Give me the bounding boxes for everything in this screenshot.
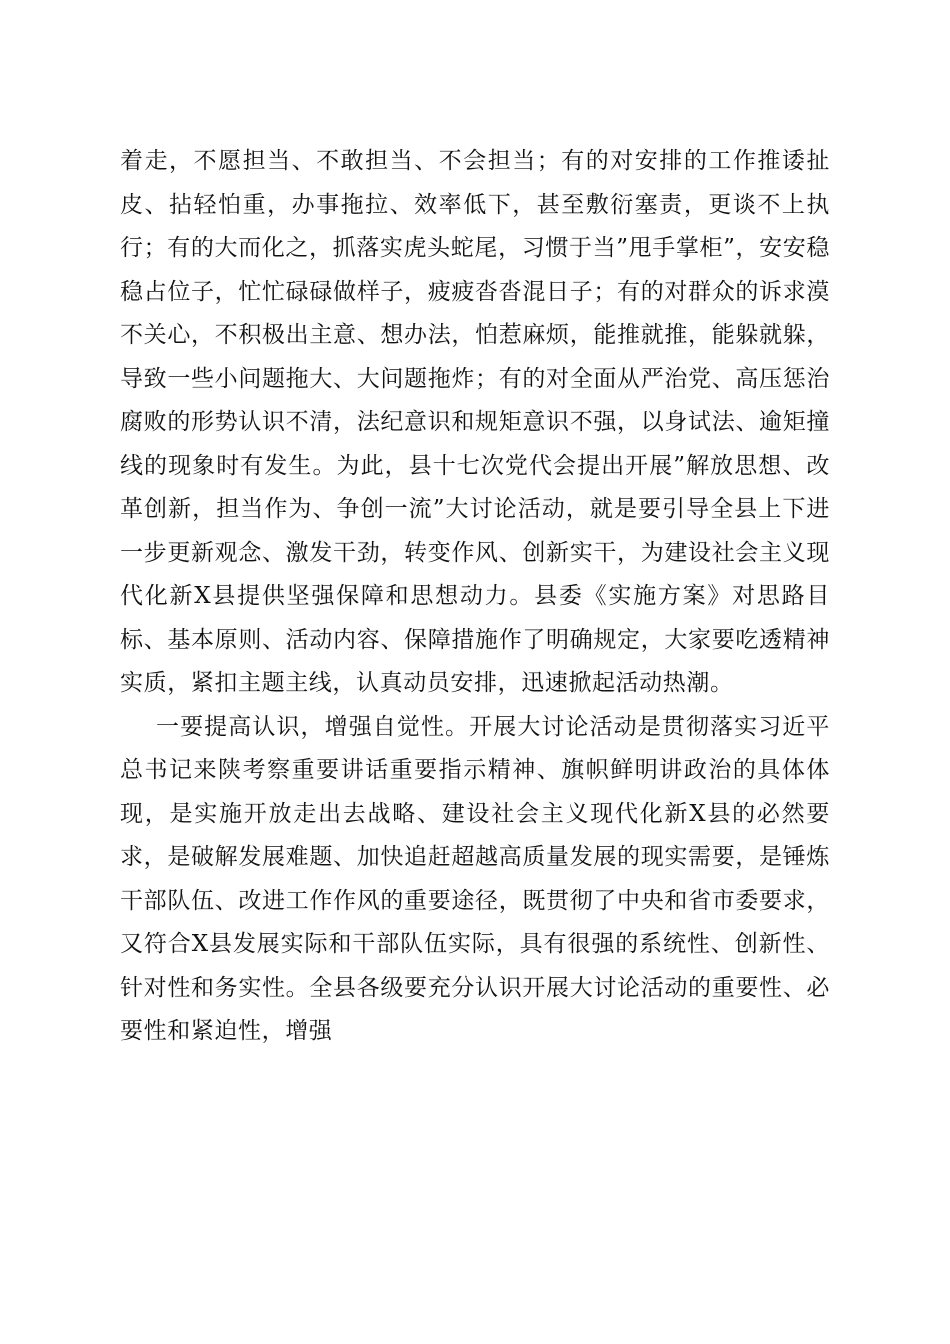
paragraph-continuation: 着走，不愿担当、不敢担当、不会担当；有的对安排的工作推诿扯皮、拈轻怕重，办事拖拉、效率低下，甚至敷衍塞责，更谈不上执行；有的大而化之，抓落实虎头蛇尾，习惯于当”甩手掌柜”，安安稳稳占位子，忙忙碌碌做样子，疲疲沓沓混日子；有的对群众的诉求漠不关心，不积极出主意、想办法，怕惹麻烦，能推就推，能躲就躲，导致一些小问题拖大、大问题拖炸；有的对全面从严治党、高压惩治腐败的形势认识不清，法纪意识和规矩意识不强，以身试法、逾矩撞线的现象时有发生。为此，县十七次党代会提出开展”解放思想、改革创新，担当作为、争创一流”大讨论活动，就是要引导全县上下进一步更新观念、激发干劲，转变作风、创新实干，为建设社会主义现代化新X县提供坚强保障和思想动力。县委《实施方案》对思路目标、基本原则、活动内容、保障措施作了明确规定，大家要吃透精神实质，紧扣主题主线，认真动员安排，迅速掀起活动热潮。	[120, 148, 830, 696]
document-body	[120, 140, 830, 1054]
paragraph-point-one: 一要提高认识，增强自觉性。开展大讨论活动是贯彻落实习近平总书记来陕考察重要讲话重要指示精神、旗帜鲜明讲政治的具体体现，是实施开放走出去战略、建设社会主义现代化新X县的必然要求，是破解发展难题、加快追赶超越高质量发展的现实需要，是锤炼干部队伍、改进工作作风的重要途径，既贯彻了中央和省市委要求，又符合X县发展实际和干部队伍实际，具有很强的系统性、创新性、针对性和务实性。全县各级要充分认识开展大讨论活动的重要性、必要性和紧迫性，增强	[120, 713, 830, 1044]
